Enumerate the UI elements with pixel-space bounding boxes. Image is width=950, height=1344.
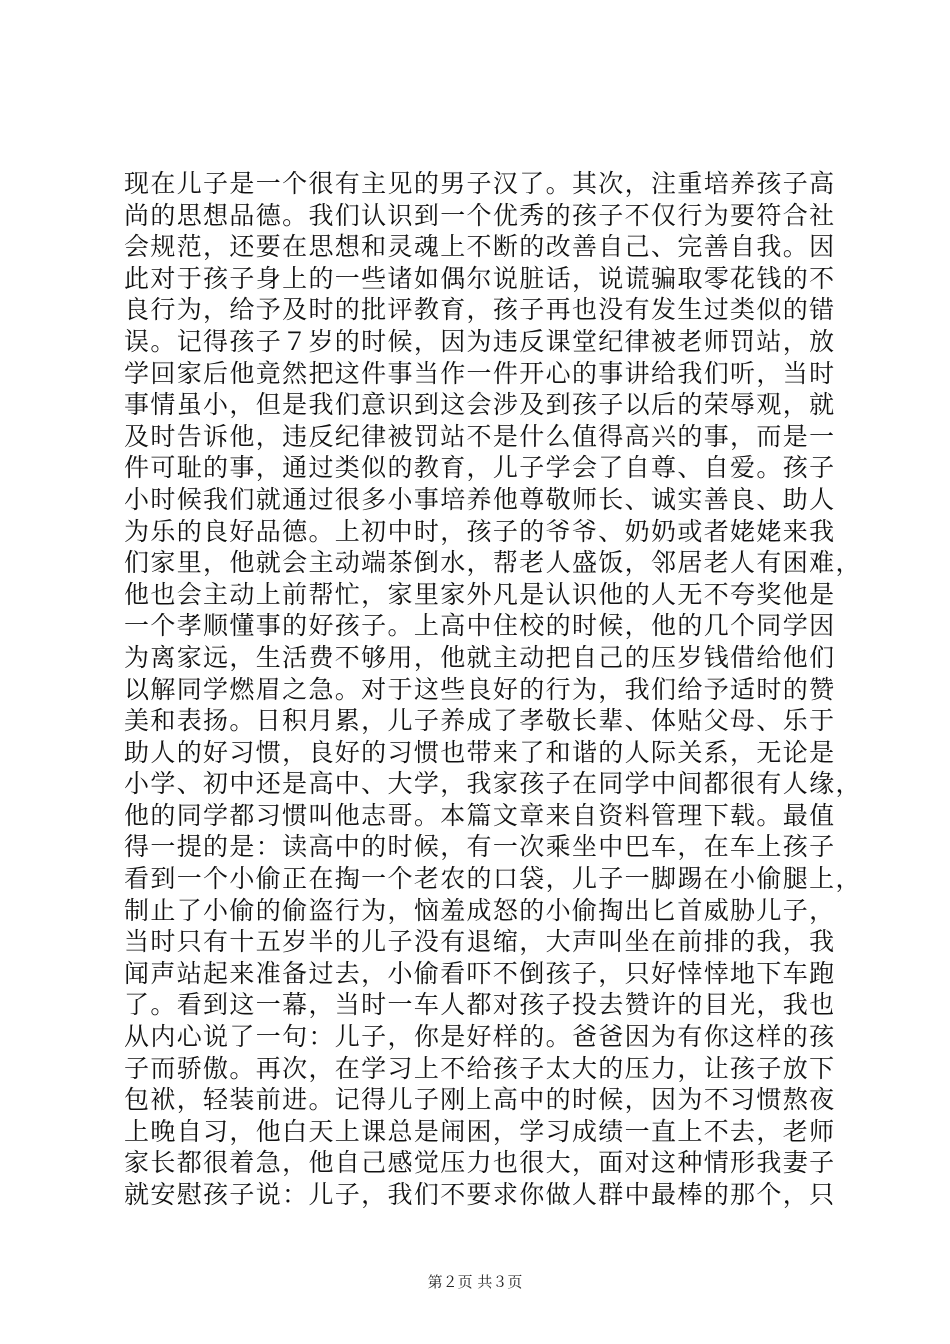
text-line: 现在儿子是一个很有主见的男子汉了。其次，注重培养孩子高: [124, 169, 836, 198]
text-line: 尚的思想品德。我们认识到一个优秀的孩子不仅行为要符合社: [124, 200, 836, 230]
text-line: 误。记得孩子７岁的时候，因为违反课堂纪律被老师罚站，放: [124, 326, 836, 356]
text-line: 上晚自习，他白天上课总是闹困，学习成绩一直上不去，老师: [124, 1116, 836, 1146]
text-line: 一个孝顺懂事的好孩子。上高中住校的时候，他的几个同学因: [124, 611, 836, 641]
text-line: 及时告诉他，违反纪律被罚站不是什么值得高兴的事，而是一: [124, 421, 836, 451]
text-line: 为乐的良好品德。上初中时，孩子的爷爷、奶奶或者姥姥来我: [124, 516, 836, 546]
text-line: 事情虽小，但是我们意识到这会涉及到孩子以后的荣辱观，就: [124, 390, 836, 420]
text-line: 制止了小偷的偷盗行为，恼羞成怒的小偷掏出匕首威胁儿子，: [124, 895, 836, 925]
text-line: 小时候我们就通过很多小事培养他尊敬师长、诚实善良、助人: [124, 484, 836, 514]
text-line: 包袱，轻装前进。记得儿子刚上高中的时候，因为不习惯熬夜: [124, 1085, 836, 1115]
text-line: 子而骄傲。再次，在学习上不给孩子太大的压力，让孩子放下: [124, 1053, 836, 1083]
text-line: 得一提的是：读高中的时候，有一次乘坐中巴车，在车上孩子: [124, 832, 836, 862]
text-line: 们家里，他就会主动端茶倒水，帮老人盛饭，邻居老人有困难，: [124, 548, 862, 578]
text-line: 美和表扬。日积月累，儿子养成了孝敬长辈、体贴父母、乐于: [124, 706, 836, 736]
text-line: 家长都很着急，他自己感觉压力也很大，面对这种情形我妻子: [124, 1148, 836, 1178]
text-line: 会规范，还要在思想和灵魂上不断的改善自己、完善自我。因: [124, 232, 836, 262]
text-line: 学回家后他竟然把这件事当作一件开心的事讲给我们听，当时: [124, 358, 836, 388]
text-line: 当时只有十五岁半的儿子没有退缩，大声叫坐在前排的我，我: [124, 927, 836, 957]
text-line: 良行为，给予及时的批评教育，孩子再也没有发生过类似的错: [124, 295, 836, 325]
text-line: 了。看到这一幕，当时一车人都对孩子投去赞许的目光，我也: [124, 990, 836, 1020]
text-line: 就安慰孩子说：儿子，我们不要求你做人群中最棒的那个，只: [124, 1180, 836, 1209]
text-line: 以解同学燃眉之急。对于这些良好的行为，我们给予适时的赞: [124, 674, 836, 704]
page-number-footer: 第２页 共３页: [427, 1273, 523, 1291]
text-line: 此对于孩子身上的一些诸如偶尔说脏话，说谎骗取零花钱的不: [124, 263, 836, 293]
text-line: 为离家远，生活费不够用，他就主动把自己的压岁钱借给他们: [124, 642, 836, 672]
document-body: [124, 168, 862, 1211]
text-line: 从内心说了一句：儿子，你是好样的。爸爸因为有你这样的孩: [124, 1022, 836, 1052]
text-line: 助人的好习惯，良好的习惯也带来了和谐的人际关系，无论是: [124, 737, 836, 767]
text-line: 闻声站起来准备过去，小偷看吓不倒孩子，只好悻悻地下车跑: [124, 958, 836, 988]
text-line: 件可耻的事，通过类似的教育，儿子学会了自尊、自爱。孩子: [124, 453, 836, 483]
text-line: 小学、初中还是高中、大学，我家孩子在同学中间都很有人缘，: [124, 769, 862, 799]
text-line: 他也会主动上前帮忙，家里家外凡是认识他的人无不夸奖他是: [124, 579, 836, 609]
text-line: 他的同学都习惯叫他志哥。本篇文章来自资料管理下载。最值: [124, 800, 836, 830]
text-line: 看到一个小偷正在掏一个老农的口袋，儿子一脚踢在小偷腿上，: [124, 864, 862, 894]
